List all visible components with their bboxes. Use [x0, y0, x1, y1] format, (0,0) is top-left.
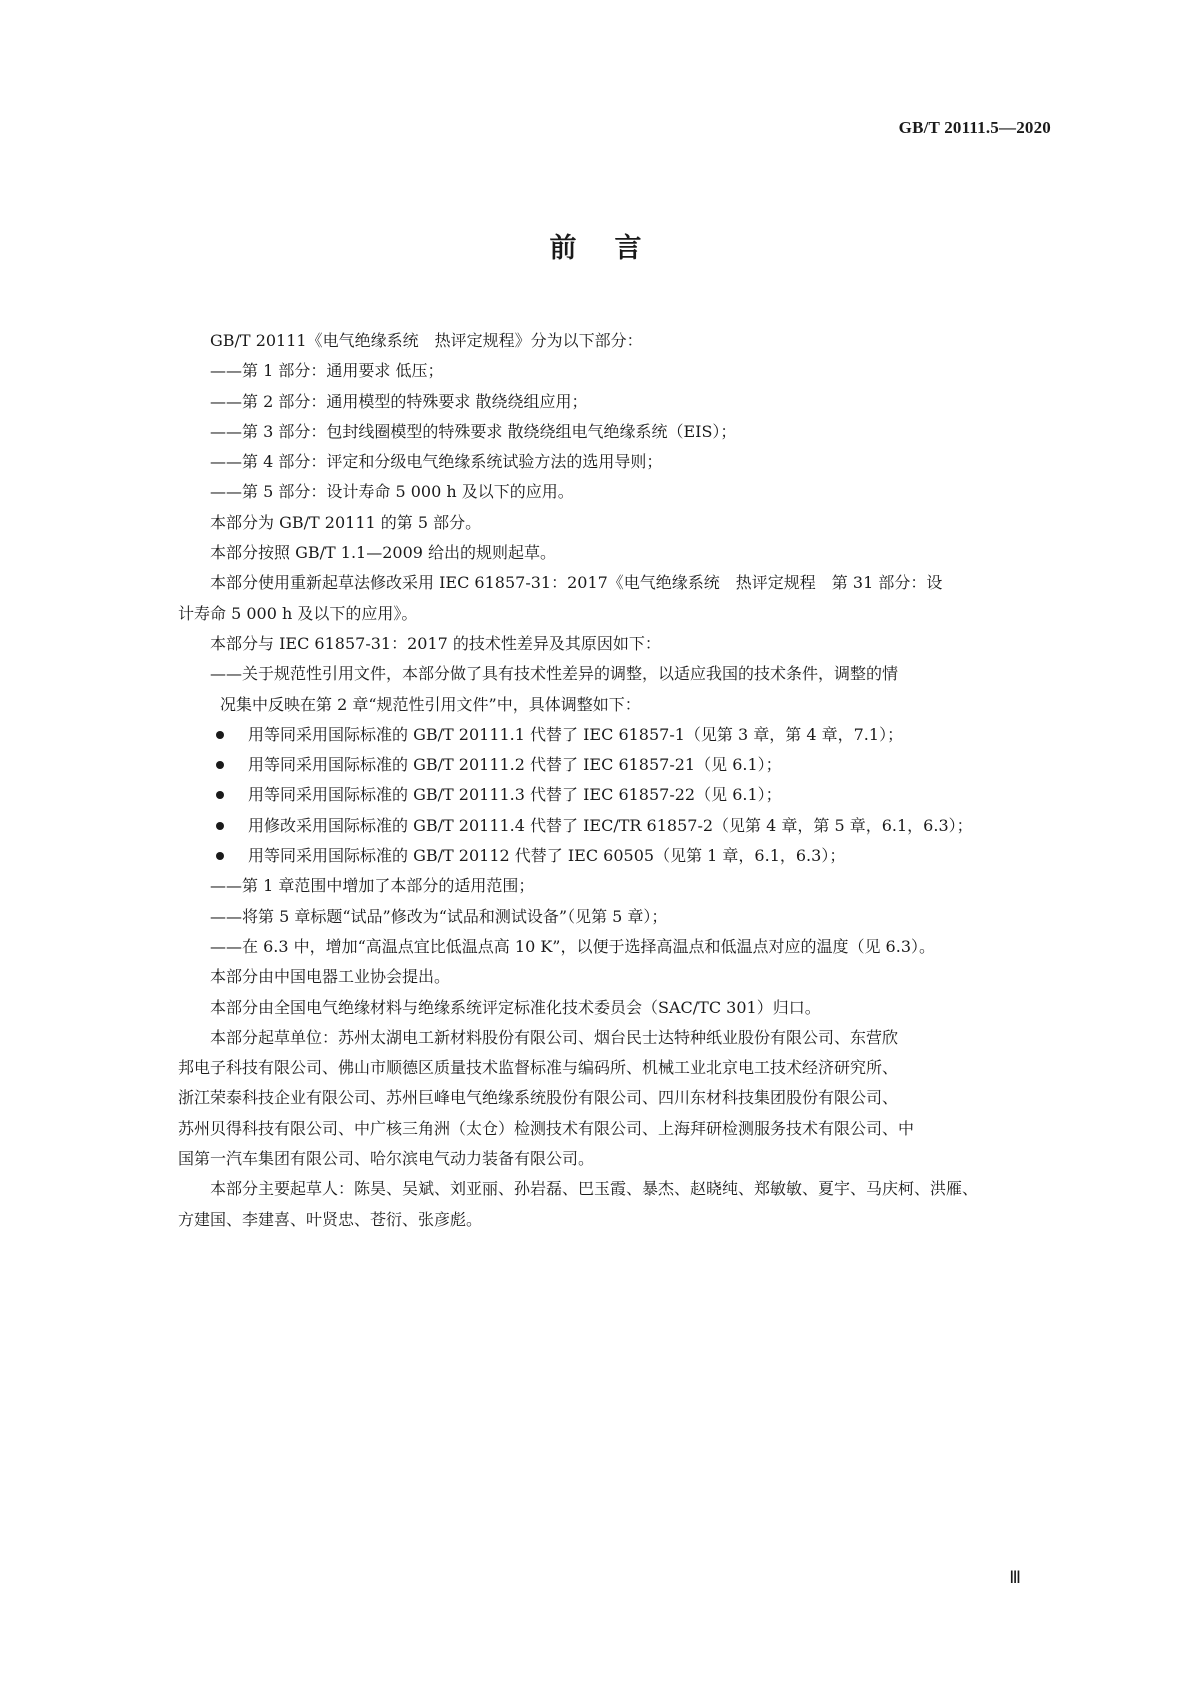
- bullet-dot-icon: [216, 822, 224, 830]
- bullet-item: [178, 841, 1058, 871]
- difference-item: ——关于规范性引用文件，本部分做了具有技术性差异的调整，以适应我国的技术条件，调整的情: [210, 664, 899, 684]
- iec-adoption-paragraph-line: 计寿命 5 000 h 及以下的应用》。: [178, 603, 418, 623]
- drafting-units-line: 浙江荣泰科技企业有限公司、苏州巨峰电气绝缘系统股份有限公司、四川东材科技集团股份有限公司、: [178, 1088, 899, 1108]
- differences-paragraph: 本部分与 IEC 61857-31：2017 的技术性差异及其原因如下：: [210, 633, 661, 653]
- part-list-item: ——第 5 部分：设计寿命 5 000 h 及以下的应用。: [210, 482, 574, 502]
- drafting-units-line: 邦电子科技有限公司、佛山市顺德区质量技术监督标准与编码所、机械工业北京电工技术经济研究所、: [178, 1058, 899, 1078]
- difference-item: ——将第 5 章标题“试品”修改为“试品和测试设备”（见第 5 章）；: [210, 906, 668, 926]
- part-list-item: ——第 2 部分：通用模型的特殊要求 散绕绕组应用；: [210, 391, 588, 411]
- bullet-text: 用修改采用国际标准的 GB/T 20111.4 代替了 IEC/TR 61857-2（见第 4 章，第 5 章，6.1，6.3）；: [248, 815, 973, 835]
- proposed-by-paragraph: 本部分由中国电器工业协会提出。: [210, 967, 451, 987]
- part-list-item: ——第 3 部分：包封线圈模型的特殊要求 散绕绕组电气绝缘系统（EIS）；: [210, 421, 737, 441]
- drafting-units-line: 本部分起草单位：苏州太湖电工新材料股份有限公司、烟台民士达特种纸业股份有限公司、东营欣: [210, 1027, 899, 1047]
- difference-item: ——在 6.3 中，增加“高温点宜比低温点高 10 K”，以便于选择高温点和低温点对应的温度（见 6.3）。: [210, 936, 935, 956]
- bullet-dot-icon: [216, 731, 224, 739]
- bullet-item: [178, 750, 1058, 780]
- difference-item: ——第 1 章范围中增加了本部分的适用范围；: [210, 876, 535, 896]
- drafting-units-line: 国第一汽车集团有限公司、哈尔滨电气动力装备有限公司。: [178, 1149, 595, 1169]
- document-body: [178, 326, 1058, 1235]
- drafters-line: 本部分主要起草人：陈昊、吴斌、刘亚丽、孙岩磊、巴玉霞、暴杰、赵晓纯、郑敏敏、夏宇、马庆柯、洪雁、: [210, 1179, 979, 1199]
- part-list-item: ——第 1 部分：通用要求 低压；: [210, 361, 444, 381]
- bullet-dot-icon: [216, 791, 224, 799]
- standard-code: GB/T 20111.5—2020: [898, 118, 1051, 137]
- bullet-text: 用等同采用国际标准的 GB/T 20111.2 代替了 IEC 61857-21（见 6.1）；: [248, 755, 782, 775]
- drafting-units-line: 苏州贝得科技有限公司、中广核三角洲（太仓）检测技术有限公司、上海拜研检测服务技术有限公司、中: [178, 1118, 915, 1138]
- bullet-item: [178, 780, 1058, 810]
- page-number: Ⅲ: [1009, 1568, 1021, 1587]
- bullet-text: 用等同采用国际标准的 GB/T 20112 代替了 IEC 60505（见第 1 章，6.1，6.3）；: [248, 846, 846, 866]
- intro-paragraph: GB/T 20111《电气绝缘系统 热评定规程》分为以下部分：: [210, 331, 643, 350]
- centralized-by-paragraph: 本部分由全国电气绝缘材料与绝缘系统评定标准化技术委员会（SAC/TC 301）归口。: [210, 997, 821, 1017]
- bullet-item: [178, 720, 1058, 750]
- page-title: 前言: [549, 233, 680, 264]
- bullet-text: 用等同采用国际标准的 GB/T 20111.3 代替了 IEC 61857-22（见 6.1）；: [248, 785, 782, 805]
- part-list-item: ——第 4 部分：评定和分级电气绝缘系统试验方法的选用导则；: [210, 452, 663, 472]
- part5-paragraph: 本部分为 GB/T 20111 的第 5 部分。: [210, 512, 482, 532]
- iec-adoption-paragraph-line: 本部分使用重新起草法修改采用 IEC 61857-31：2017《电气绝缘系统 热评定规程 第 31 部分：设: [210, 573, 943, 593]
- bullet-dot-icon: [216, 852, 224, 860]
- drafters-line: 方建国、李建喜、叶贤忠、苍衍、张彦彪。: [178, 1209, 483, 1229]
- bullet-dot-icon: [216, 761, 224, 769]
- bullet-item: [178, 811, 1058, 841]
- bullet-text: 用等同采用国际标准的 GB/T 20111.1 代替了 IEC 61857-1（见第 3 章，第 4 章，7.1）；: [248, 724, 904, 744]
- drafting-rule-paragraph: 本部分按照 GB/T 1.1—2009 给出的规则起草。: [210, 543, 557, 563]
- difference-item-continuation: 况集中反映在第 2 章“规范性引用文件”中，具体调整如下：: [220, 694, 641, 714]
